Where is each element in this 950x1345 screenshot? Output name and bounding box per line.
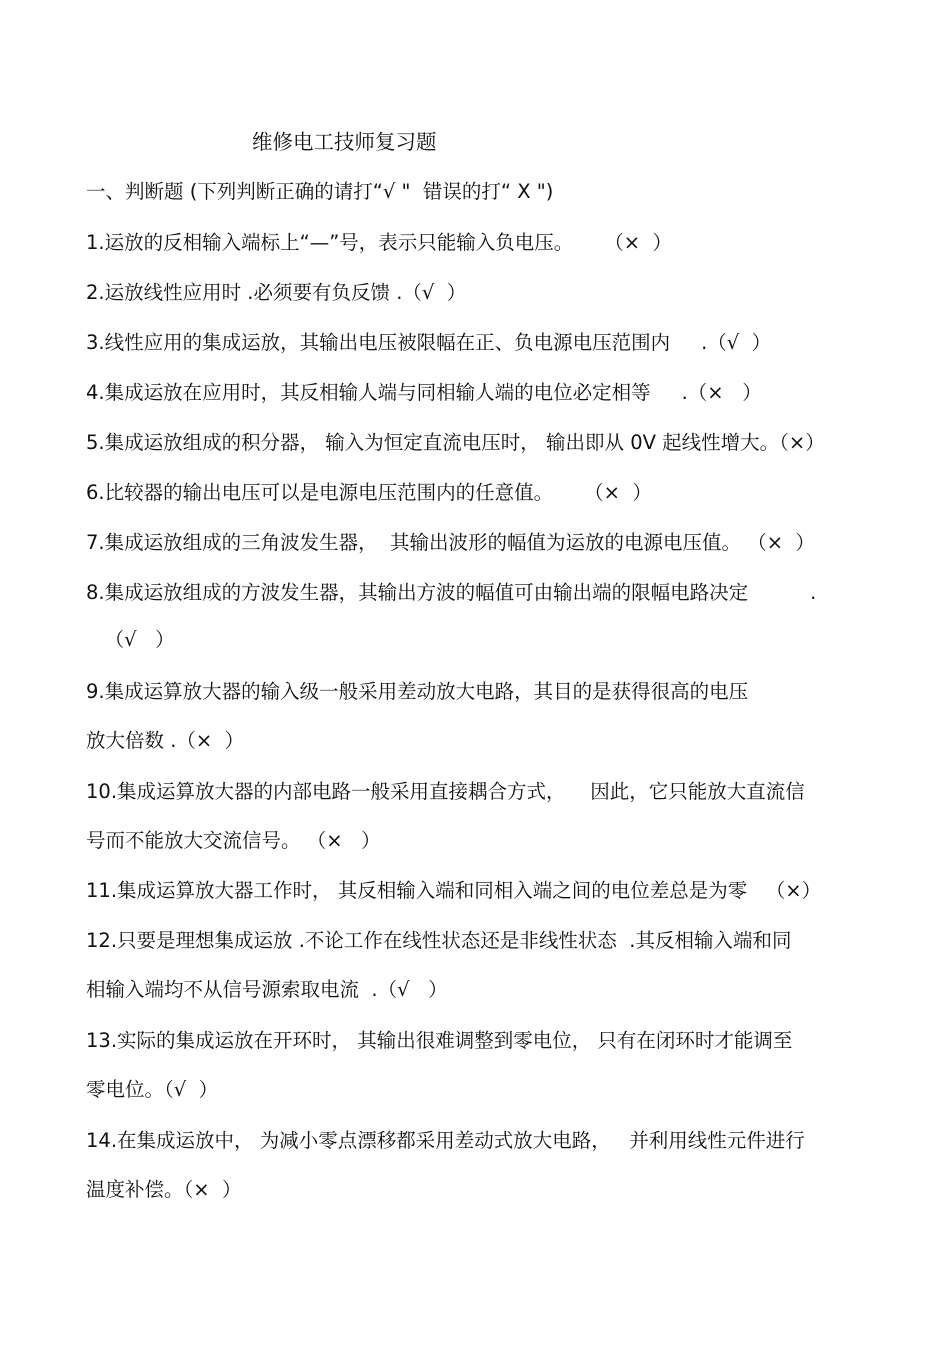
question-line: 12.只要是理想集成运放 .不论工作在线性状态还是非线性状态 .其反相输入端和同 [86,929,792,952]
question-line: 6.比较器的输出电压可以是电源电压范围内的任意值。 （× ） [86,481,652,504]
question-line: 零电位。（√ ） [86,1078,219,1101]
question-line: 11.集成运算放大器工作时， 其反相输入端和同相入端之间的电位差总是为零 （×） [86,879,822,902]
page-title: 维修电工技师复习题 [252,130,437,154]
section-heading: 一、判断题 (下列判断正确的请打“√ " 错误的打“ X ") [86,180,554,203]
question-line: （√ ） [86,628,175,651]
question-line: 温度补偿。（× ） [86,1178,242,1201]
question-line: 放大倍数 .（× ） [86,729,245,752]
question-line: 3.线性应用的集成运放，其输出电压被限幅在正、负电源电压范围内 .（√ ） [86,331,772,354]
question-line: 7.集成运放组成的三角波发生器， 其输出波形的幅值为运放的电源电压值。 （× ） [86,531,815,554]
question-line: 4.集成运放在应用时，其反相输人端与同相输人端的电位必定相等 .（× ） [86,381,762,404]
question-line: 1.运放的反相输入端标上“—”号，表示只能输入负电压。 （× ） [86,231,673,254]
question-line: 5.集成运放组成的积分器， 输入为恒定直流电压时， 输出即从 0V 起线性增大。（×） [86,431,825,454]
question-line: 10.集成运算放大器的内部电路一般采用直接耦合方式， 因此，它只能放大直流信 [86,780,805,803]
question-line: 相输入端均不从信号源索取电流 .（√ ） [86,978,448,1001]
question-line: 2.运放线性应用时 .必须要有负反馈 .（√ ） [86,281,467,304]
question-line: 号而不能放大交流信号。 （× ） [86,829,381,852]
question-line: 13.实际的集成运放在开环时， 其输出很难调整到零电位， 只有在闭环时才能调至 [86,1029,793,1052]
question-line: 8.集成运放组成的方波发生器，其输出方波的幅值可由输出端的限幅电路决定 . [86,581,817,604]
question-line: 9.集成运算放大器的输入级一般采用差动放大电路，其目的是获得很高的电压 [86,680,749,703]
question-line: 14.在集成运放中， 为减小零点漂移都采用差动式放大电路， 并利用线性元件进行 [86,1129,805,1152]
